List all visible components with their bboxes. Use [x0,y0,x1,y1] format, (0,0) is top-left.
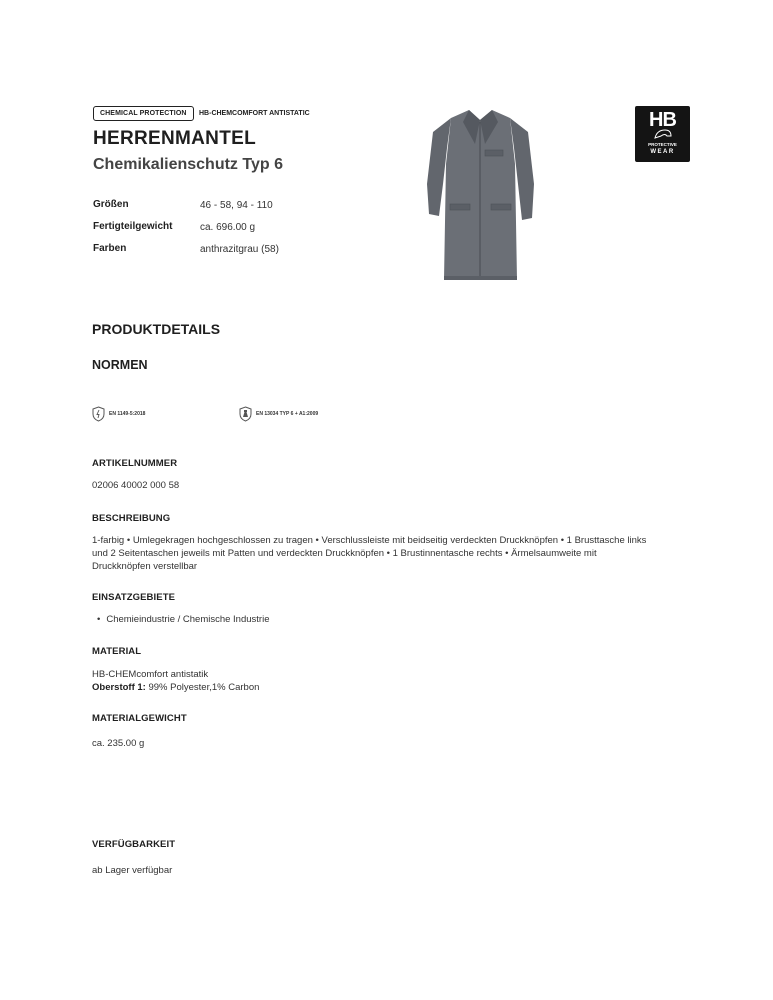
spec-value-sizes: 46 - 58, 94 - 110 [200,200,273,211]
logo-mark: HB [649,109,676,131]
product-title: HERRENMANTEL [93,128,256,149]
category-tag: CHEMICAL PROTECTION [93,106,194,121]
norm-label-2: EN 13034 TYP 6 + A1:2009 [256,411,319,417]
spec-label-weight: Fertigteilgewicht [93,221,173,232]
spec-label-sizes: Größen [93,199,129,210]
einsatzgebiete-list [97,614,269,625]
spec-value-colors: anthrazitgrau (58) [200,244,279,255]
coat-product-image [423,104,538,282]
norm-item-1 [92,406,145,422]
list-item: • Chemieindustrie / Chemische Industrie [97,614,269,625]
helmet-icon [653,128,673,140]
logo-protective: PROTECTIVE [648,142,677,147]
logo-wear: WEAR [650,149,675,155]
material-line-1: HB-CHEMcomfort antistatik [92,669,209,680]
beschreibung-text: 1-farbig • Umlegekragen hochgeschlossen zu tragen • Verschlussleiste mit beidseitig verdeckten Druckknöpfen • 1 Brusttasche links und 2 Seitentaschen jeweils mit Patten und verdeckten Druckknöpfen • 1 Brustinnentasche rechts • Ärmelsaumweite mit Druckknöpfen verstellbar [92,535,647,572]
product-subtitle: Chemikalienschutz Typ 6 [93,156,283,173]
heading-verfuegbarkeit: VERFÜGBARKEIT [92,839,176,850]
spec-value-weight: ca. 696.00 g [200,222,256,233]
section-normen: NORMEN [92,358,148,372]
materialgewicht-value: ca. 235.00 g [92,738,145,749]
oberstoff-label: Oberstoff 1: [92,682,146,693]
norm-item-2 [239,406,318,422]
heading-beschreibung: BESCHREIBUNG [92,513,171,524]
norm-label-1: EN 1149-5:2018 [109,411,146,417]
section-produktdetails: PRODUKTDETAILS [92,321,221,337]
artikelnummer-value: 02006 40002 000 58 [92,480,180,491]
oberstoff-value: 99% Polyester,1% Carbon [145,682,260,693]
shield-icon [92,406,105,422]
material-tag: HB-CHEMCOMFORT ANTISTATIC [199,110,310,117]
spec-label-colors: Farben [93,243,127,254]
heading-artikelnummer: ARTIKELNUMMER [92,458,178,469]
heading-materialgewicht: MATERIALGEWICHT [92,713,187,724]
heading-material: MATERIAL [92,646,142,657]
verfuegbarkeit-value: ab Lager verfügbar [92,865,173,876]
brand-logo [635,106,690,162]
chemical-shield-icon [239,406,252,422]
heading-einsatzgebiete: EINSATZGEBIETE [92,592,176,603]
material-oberstoff [92,681,259,694]
